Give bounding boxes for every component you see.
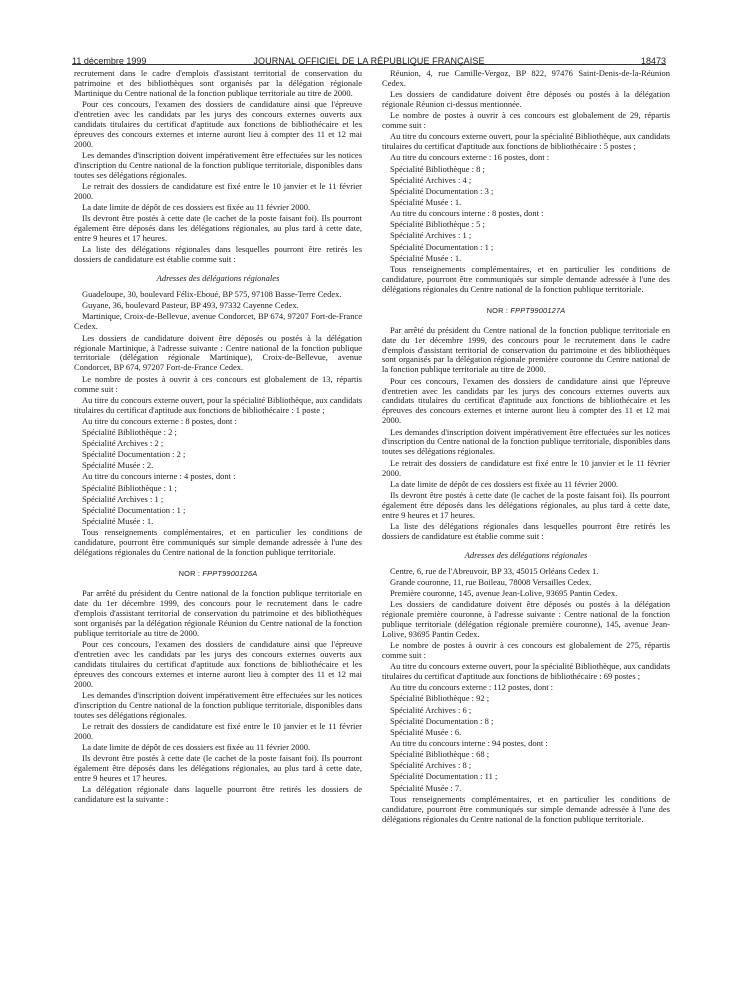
paragraph: Guadeloupe, 30, boulevard Félix-Eboué, BP 575, 97108 Basse-Terre Cedex.: [82, 289, 342, 300]
paragraph: Les dossiers de candidature doivent être déposés ou postés à la délégation régionale Martinique, à l'adresse suivante : Centre national de la fonction publique territoriale (délégation régionale Martinique), Croix-de-Bellevue, avenue Condorcet, BP 674, 97207 Fort-de-France Cedex.: [74, 332, 362, 373]
paragraph: Grande couronne, 11, rue Boileau, 78008 Versailles Cedex.: [390, 576, 592, 587]
list-line: Au titre du concours interne : 8 postes, dont :: [390, 208, 544, 219]
paragraph: Au titre du concours externe ouvert, pour la spécialité Bibliothèque, aux candidats titulaires du certificat d'aptitude aux fonctions de bibliothécaire : 5 postes ;: [382, 131, 670, 152]
list-line: Spécialité Musée : 1.: [390, 252, 462, 263]
paragraph: La liste des délégations régionales dans lesquelles pourront être retirés les dossiers de candidature est établie comme suit :: [74, 244, 362, 265]
paragraph: Le nombre de postes à ouvrir à ces concours est globalement de 29, répartis comme suit :: [382, 110, 670, 131]
list-line: Spécialité Documentation : 1 ;: [390, 241, 494, 252]
list-line: Spécialité Musée : 1.: [390, 196, 462, 207]
page-number: 18473: [640, 56, 666, 66]
nor-reference: [74, 569, 362, 579]
paragraph: Pour ces concours, l'examen des dossiers de candidature ainsi que l'épreuve d'entretien avec les candidats par les jurys des concours externes ouverts aux candidats titulaires du certificat d'aptitude aux fonctions de bibliothécaire et les épreuves des concours externes et interne auront lieu à compter des 11 et 12 mai 2000.: [74, 99, 362, 149]
list-line: Spécialité Documentation : 2 ;: [82, 449, 186, 460]
section-heading: Adresses des délégations régionales: [464, 549, 588, 560]
list-line: Spécialité Archives : 8 ;: [390, 760, 472, 771]
paragraph: Ils devront être postés à cette date (le cachet de la poste faisant foi). Ils pourront également être déposés dans les délégations régionales, au plus tard à cette date, entre 9 heures et 17 heures.: [74, 753, 362, 784]
list-line: Au titre du concours externe : 8 postes, dont :: [82, 415, 237, 426]
nor-reference: [382, 306, 670, 316]
paragraph: Les demandes d'inscription doivent impérativement être effectuées sur les notices d'inscription du Centre national de la fonction publique territoriale, disponibles dans toutes ses délégations régionales.: [74, 689, 362, 720]
paragraph: Le retrait des dossiers de candidature est fixé entre le 10 janvier et le 11 février 2000.: [74, 181, 362, 201]
list-line: Spécialité Bibliothèque : 2 ;: [82, 426, 177, 437]
paragraph: Au titre du concours externe ouvert, pour la spécialité Bibliothèque, aux candidats titulaires du certificat d'aptitude aux fonctions de bibliothécaire : 1 poste ;: [74, 394, 362, 415]
list-line: Spécialité Musée : 2.: [82, 460, 154, 471]
list-line: Spécialité Musée : 6.: [390, 726, 462, 737]
paragraph: La délégation régionale dans laquelle pourront être retirés les dossiers de candidature est la suivante :: [74, 784, 362, 805]
list-line: Spécialité Musée : 1.: [82, 516, 154, 527]
paragraph: Le nombre de postes à ouvrir à ces concours est globalement de 275, répartis comme suit :: [382, 640, 670, 661]
paragraph: Les dossiers de candidature doivent être déposés ou postés à la délégation régionale Réunion ci-dessus mentionnée.: [382, 89, 670, 110]
paragraph: Le nombre de postes à ouvrir à ces concours est globalement de 13, répartis comme suit :: [74, 373, 362, 394]
paragraph: Ils devront être postés à cette date (le cachet de la poste faisant foi). Ils pourront également être déposés dans les délégations régionales, au plus tard à cette date, entre 9 heures et 17 heures.: [382, 489, 670, 520]
list-line: Spécialité Musée : 7.: [390, 782, 462, 793]
paragraph: La date limite de dépôt de ces dossiers est fixée au 11 février 2000.: [390, 478, 619, 489]
paragraph: Pour ces concours, l'examen des dossiers de candidature ainsi que l'épreuve d'entretien avec les candidats par les jurys des concours externes ouverts aux candidats titulaires du certificat d'aptitude aux fonctions de bibliothécaire et les épreuves des concours externes et interne auront lieu à compter des 11 et 12 mai 2000.: [382, 375, 670, 426]
paragraph: Tous renseignements complémentaires, et en particulier les conditions de candidature, pourront être communiqués sur simple demande adressée à l'une des délégations régionales du Centre national de la fonction publique territoriale.: [382, 263, 670, 294]
list-line: Spécialité Archives : 1 ;: [390, 230, 472, 241]
list-line: Spécialité Bibliothèque : 8 ;: [390, 163, 485, 174]
list-line: Au titre du concours interne : 94 postes, dont :: [390, 738, 548, 748]
paragraph: Le retrait des dossiers de candidature est fixé entre le 10 janvier et le 11 février 2000.: [74, 720, 362, 741]
right-column: [382, 69, 670, 826]
paragraph: Centre, 6, rue de l'Abreuvoir, BP 33, 45015 Orléans Cedex 1.: [390, 565, 599, 576]
list-line: Spécialité Bibliothèque : 5 ;: [390, 219, 485, 230]
paragraph: Les dossiers de candidature doivent être déposés ou postés à la délégation régionale première couronne, à l'adresse suivante : Centre national de la fonction publique territoriale (délégation régionale première couronne), 145, avenue Jean-Lolive, 93695 Pantin Cedex.: [382, 599, 670, 639]
paragraph: Martinique, Croix-de-Bellevue, avenue Condorcet, BP 674, 97207 Fort-de-France Cedex.: [74, 311, 362, 332]
paragraph: Au titre du concours externe ouvert, pour la spécialité Bibliothèque, aux candidats titulaires du certificat d'aptitude aux fonctions de bibliothécaire : 69 postes ;: [382, 661, 670, 682]
list-line: Spécialité Archives : 1 ;: [82, 493, 164, 504]
list-line: Spécialité Documentation : 3 ;: [390, 185, 494, 196]
list-line: Spécialité Documentation : 1 ;: [82, 504, 186, 515]
left-column: [74, 69, 362, 806]
list-line: Spécialité Documentation : 11 ;: [390, 771, 498, 782]
paragraph: La liste des délégations régionales dans lesquelles pourront être retirés les dossiers de candidature est établie comme suit :: [382, 520, 670, 541]
nor-code: FPPT9900126A: [202, 569, 258, 579]
paragraph: La date limite de dépôt de ces dossiers est fixée au 11 février 2000.: [82, 202, 311, 213]
list-line: Au titre du concours externe : 112 postes, dont :: [390, 682, 554, 693]
paragraph: Tous renseignements complémentaires, et en particulier les conditions de candidature, pourront être communiqués sur simple demande adressée à l'une des délégations régionales du Centre national de la fonction publique territoriale.: [382, 793, 670, 824]
paragraph: Première couronne, 145, avenue Jean-Lolive, 93695 Pantin Cedex.: [390, 587, 618, 598]
paragraph: Par arrêté du président du Centre national de la fonction publique territoriale en date du 1er décembre 1999, des concours pour le recrutement dans le cadre d'emplois d'assistant territorial de conservation du patrimoine et des bibliothèques sont organisés par la délégation régionale Réunion du Centre national de la fonction publique territoriale au titre de 2000.: [74, 587, 362, 638]
paragraph: Les demandes d'inscription doivent impérativement être effectuées sur les notices d'inscription du Centre national de la fonction publique territoriale, disponibles dans toutes ses délégations régionales.: [74, 150, 362, 180]
paragraph: Ils devront être postés à cette date (le cachet de la poste faisant foi). Ils pourront également être déposés dans les délégations régionales, au plus tard à cette date, entre 9 heures et 17 heures.: [74, 213, 362, 244]
nor-code: FPPT9900127A: [510, 305, 566, 315]
paragraph: Par arrêté du président du Centre national de la fonction publique territoriale en date du 1er décembre 1999, des concours pour le recrutement dans le cadre d'emplois d'assistant territorial de conservation du patrimoine et des bibliothèques sont organisés par la délégation régionale première couronne du Centre national de la fonction publique territoriale au titre de 2000.: [382, 324, 670, 375]
header-rule: [72, 64, 666, 65]
nor-prefix: NOR :: [178, 569, 203, 579]
nor-prefix: NOR :: [486, 305, 511, 315]
list-line: Spécialité Archives : 6 ;: [390, 704, 472, 715]
paragraph: Guyane, 36, boulevard Pasteur, BP 493, 97332 Cayenne Cedex.: [82, 300, 299, 311]
paragraph: Pour ces concours, l'examen des dossiers de candidature ainsi que l'épreuve d'entretien avec les candidats par les jurys des concours externes ouverts aux candidats titulaires du certificat d'aptitude aux fonctions de bibliothécaire et les épreuves des concours externes et interne auront lieu à compter des 11 et 12 mai 2000.: [74, 638, 362, 689]
list-line: Spécialité Archives : 2 ;: [82, 438, 164, 449]
list-line: Au titre du concours externe : 16 postes, dont :: [390, 152, 550, 163]
list-line: Spécialité Archives : 4 ;: [390, 174, 472, 185]
paragraph: Réunion, 4, rue Camille-Vergoz, BP 822, 97476 Saint-Denis-de-la-Réunion Cedex.: [382, 68, 670, 88]
journal-title: JOURNAL OFFICIEL DE LA RÉPUBLIQUE FRANÇAISE: [253, 56, 485, 66]
list-line: Spécialité Bibliothèque : 68 ;: [390, 749, 490, 760]
paragraph: La date limite de dépôt de ces dossiers est fixée au 11 février 2000.: [82, 742, 311, 753]
list-line: Spécialité Documentation : 8 ;: [390, 715, 494, 726]
paragraph: Tous renseignements complémentaires, et en particulier les conditions de candidature, pourront être communiqués sur simple demande adressée à l'une des délégations régionales du Centre national de la fonction publique territoriale.: [74, 527, 362, 558]
list-line: Spécialité Bibliothèque : 92 ;: [390, 693, 490, 704]
list-line: Au titre du concours interne : 4 postes, dont :: [82, 471, 236, 482]
paragraph: Le retrait des dossiers de candidature est fixé entre le 10 janvier et le 11 février 2000.: [382, 457, 670, 478]
paragraph: recrutement dans le cadre d'emplois d'assistant territorial de conservation du patrimoine et des bibliothèques sont organisés par la délégation régionale Martinique du Centre national de la fonction publique territoriale au titre de 2000.: [74, 68, 362, 98]
issue-date: 11 décembre 1999: [72, 56, 147, 66]
paragraph: Les demandes d'inscription doivent impérativement être effectuées sur les notices d'inscription du Centre national de la fonction publique territoriale, disponibles dans toutes ses délégations régionales.: [382, 426, 670, 457]
section-heading: Adresses des délégations régionales: [156, 273, 280, 284]
list-line: Spécialité Bibliothèque : 1 ;: [82, 482, 177, 493]
